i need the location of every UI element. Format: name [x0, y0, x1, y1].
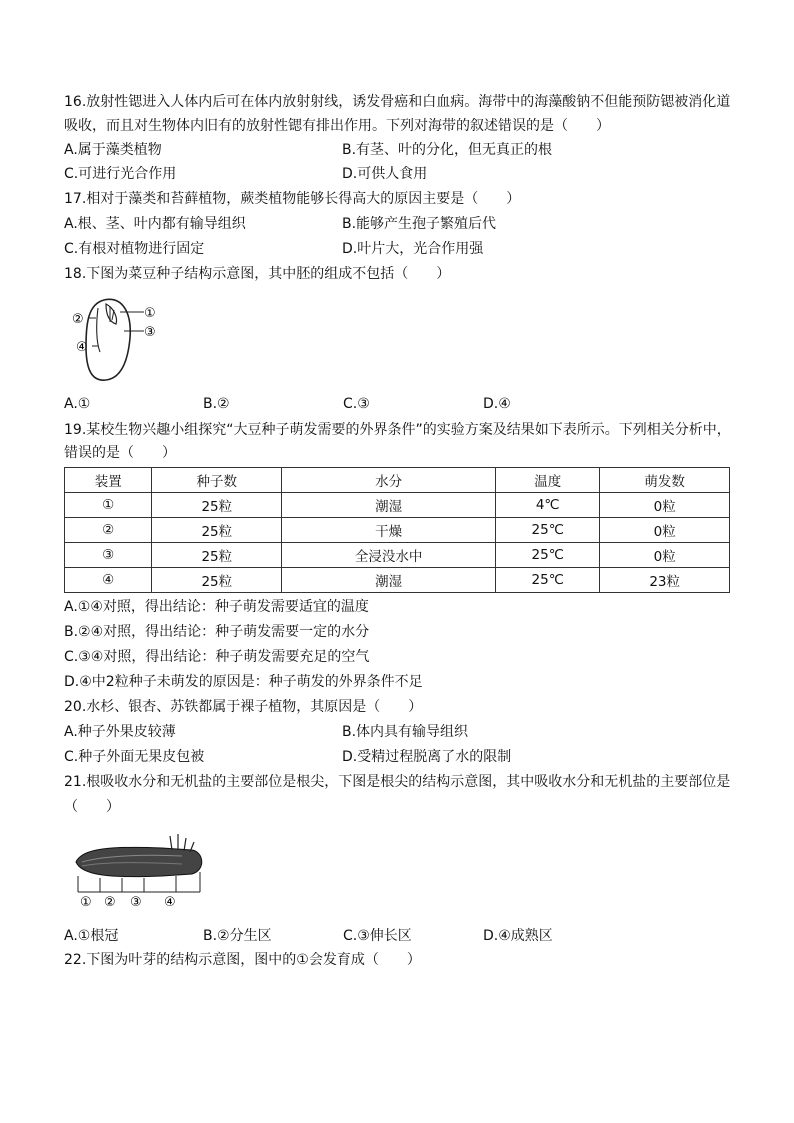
table-row	[65, 543, 730, 568]
q17-option-d: D.叶片大，光合作用强	[342, 241, 484, 257]
q17-options-row1	[64, 214, 744, 234]
table-cell: 25℃	[496, 518, 600, 543]
q21-options-row	[64, 926, 744, 946]
table-header: 萌发数	[600, 468, 730, 493]
table-cell: ④	[65, 568, 152, 593]
table-cell: 潮湿	[282, 493, 496, 518]
table-header: 温度	[496, 468, 600, 493]
q19-option-a: A.①④对照，得出结论：种子萌发需要适宜的温度	[64, 599, 369, 615]
q16-option-a: A.属于藻类植物	[64, 142, 162, 158]
q16-option-b: B.有茎、叶的分化，但无真正的根	[342, 142, 553, 158]
q18-options-row	[64, 394, 744, 414]
experiment-table	[64, 467, 730, 593]
q20-options-row2	[64, 747, 744, 767]
table-header: 种子数	[152, 468, 282, 493]
root-label-1: ①	[80, 895, 92, 908]
q17-option-c: C.有根对植物进行固定	[64, 241, 205, 257]
table-cell: 干燥	[282, 518, 496, 543]
q19-stem-line2: 错误的是（ ）	[64, 445, 176, 461]
root-label-2: ②	[104, 895, 116, 908]
q17-options-row2	[64, 239, 744, 259]
table-cell: 25粒	[152, 518, 282, 543]
q20-option-b: B.体内具有输导组织	[342, 724, 469, 740]
seed-label-1: ①	[144, 306, 156, 321]
q16-options-row2	[64, 164, 744, 184]
table-row	[65, 518, 730, 543]
q17-stem: 17.相对于藻类和苔藓植物，蕨类植物能够长得高大的原因主要是（ ）	[64, 191, 521, 207]
table-cell: 25℃	[496, 543, 600, 568]
root-tip-figure	[72, 832, 212, 908]
q22-stem: 22.下图为叶芽的结构示意图，图中的①会发育成（ ）	[64, 952, 421, 968]
q19-stem-line1: 19.某校生物兴趣小组探究“大豆种子萌发需要的外界条件”的实验方案及结果如下表所示。下列相关分析中，	[64, 422, 731, 438]
table-cell: 0粒	[600, 493, 730, 518]
q21-stem-line1: 21.根吸收水分和无机盐的主要部位是根尖，下图是根尖的结构示意图，其中吸收水分和无机盐的主要部位是	[64, 774, 731, 790]
table-cell: ②	[65, 518, 152, 543]
q18-stem: 18.下图为菜豆种子结构示意图，其中胚的组成不包括（ ）	[64, 266, 451, 282]
q19-option-d: D.④中2粒种子未萌发的原因是：种子萌发的外界条件不足	[64, 674, 423, 690]
table-cell: 全浸没水中	[282, 543, 496, 568]
table-row	[65, 568, 730, 593]
table-cell: ①	[65, 493, 152, 518]
seed-label-4: ④	[76, 340, 88, 355]
table-cell: 潮湿	[282, 568, 496, 593]
q20-option-d: D.受精过程脱离了水的限制	[342, 749, 512, 765]
table-cell: 25粒	[152, 493, 282, 518]
q21-option-d: D.④成熟区	[483, 928, 553, 944]
table-cell: 23粒	[600, 568, 730, 593]
table-row	[65, 493, 730, 518]
seed-label-2: ②	[72, 312, 84, 327]
q16-option-d: D.可供人食用	[342, 166, 428, 182]
root-label-3: ③	[130, 895, 142, 908]
q20-option-c: C.种子外面无果皮包被	[64, 749, 205, 765]
table-cell: 25粒	[152, 543, 282, 568]
q20-option-a: A.种子外果皮较薄	[64, 724, 176, 740]
table-cell: 0粒	[600, 543, 730, 568]
table-cell: 0粒	[600, 518, 730, 543]
q16-options-row1	[64, 140, 744, 160]
q21-option-a: A.①根冠	[64, 928, 119, 944]
table-cell: 25℃	[496, 568, 600, 593]
table-header: 装置	[65, 468, 152, 493]
table-header-row	[65, 468, 730, 493]
q19-option-c: C.③④对照，得出结论：种子萌发需要充足的空气	[64, 649, 370, 665]
table-header: 水分	[282, 468, 496, 493]
q20-options-row1	[64, 722, 744, 742]
q16-stem-line2: 吸收，而且对生物体内旧有的放射性锶有排出作用。下列对海带的叙述错误的是（ ）	[64, 118, 610, 134]
q17-option-a: A.根、茎、叶内都有输导组织	[64, 216, 246, 232]
q16-option-c: C.可进行光合作用	[64, 166, 177, 182]
bean-seed-figure	[70, 294, 170, 386]
table-cell: ③	[65, 543, 152, 568]
table-cell: 25粒	[152, 568, 282, 593]
q18-option-d: D.④	[483, 396, 511, 412]
q18-option-b: B.②	[203, 396, 230, 412]
table-cell: 4℃	[496, 493, 600, 518]
q17-option-b: B.能够产生孢子繁殖后代	[342, 216, 497, 232]
seed-label-3: ③	[144, 325, 156, 340]
q19-option-b: B.②④对照，得出结论：种子萌发需要一定的水分	[64, 624, 370, 640]
q18-option-c: C.③	[343, 396, 370, 412]
q21-stem-line2: （ ）	[64, 799, 120, 815]
q18-option-a: A.①	[64, 396, 91, 412]
q21-option-b: B.②分生区	[203, 928, 272, 944]
q16-stem-line1: 16.放射性锶进入人体内后可在体内放射射线，诱发骨癌和白血病。海带中的海藻酸钠不但能预防锶被消化道	[64, 94, 731, 110]
root-label-4: ④	[164, 895, 176, 908]
q21-option-c: C.③伸长区	[343, 928, 412, 944]
q20-stem: 20.水杉、银杏、苏铁都属于裸子植物，其原因是（ ）	[64, 699, 423, 715]
